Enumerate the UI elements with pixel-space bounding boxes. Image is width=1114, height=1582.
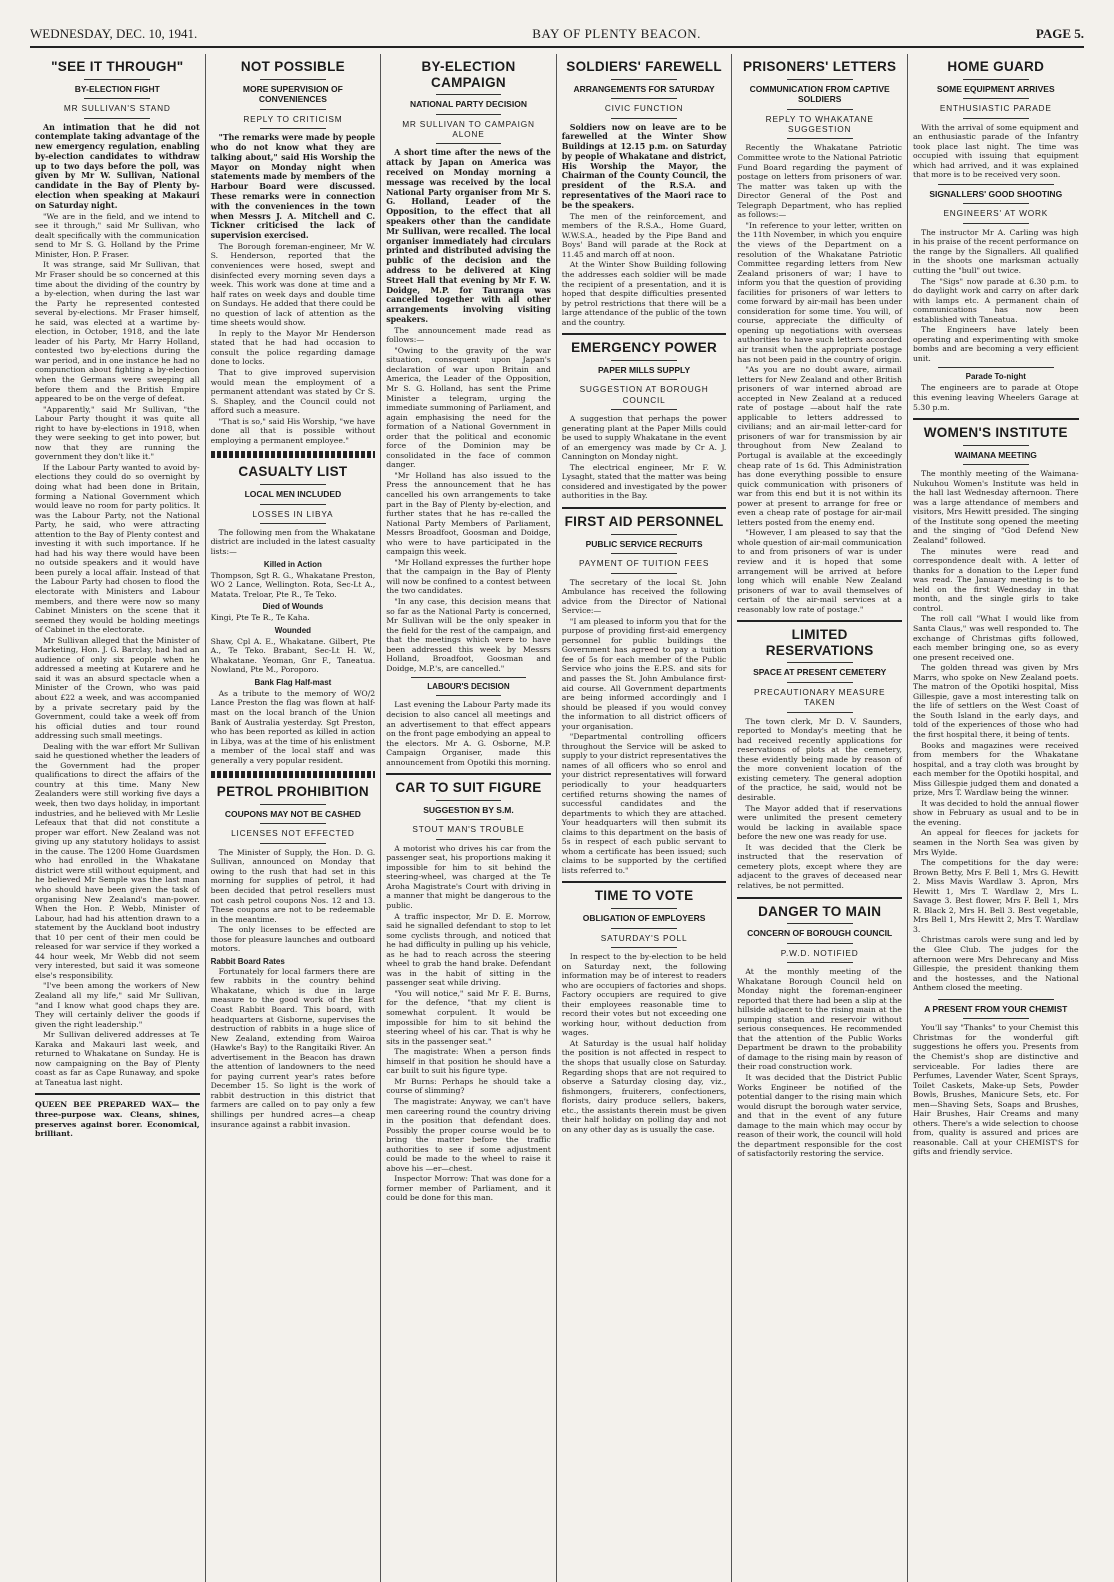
paragraph: "Owing to the gravity of the war situation, consequent upon Japan's declaration of war upon Britain and America, the Leader of the Opposition, Mr S. G. Holland, has sent the Prime Minister a telegram, urging the immediate summoning of Parliament, and again emphasising the need for the formation of a National Government in order that the political and economic force of the Dominion may be consolidated in the face of common danger.: [386, 345, 551, 470]
lead-paragraph: A short time after the news of the attack by Japan on America was received on Monday morning a message was received by the local National Party organiser from Mr S. G. Holland, Leader of the Opposition, to the effect that all speakers other than the candidate Mr Sullivan, were recalled. The local organiser immediately had circulars printed and distributed advising the public of the decision and the address to be delivered at King Street Hall that evening by Mr F. W. Doidge, M.P. for Tauranga was cancelled together with all other arrangements involving visiting speakers.: [386, 148, 551, 324]
columns: [30, 54, 1084, 1582]
subheadline: SATURDAY'S POLL: [600, 932, 688, 943]
subheadline: REPLY TO CRITICISM: [243, 113, 343, 124]
section-label: Parade To-night: [965, 372, 1026, 382]
subheadline: MORE SUPERVISION OF CONVENIENCES: [242, 83, 343, 105]
paragraph: The Minister of Supply, the Hon. D. G. Sullivan, announced on Monday that owing to the rush that had set in this morning for supplies of petrol, it had been decided that petrol resellers must not cash petrol coupons Nos. 12 and 13. These coupons are not to be redeemable in the meantime.: [210, 847, 376, 924]
section-label: Killed in Action: [263, 559, 322, 569]
article-home-guard: [913, 59, 1079, 412]
paragraph: At the Winter Show Building following the addresses each soldier will be made the recipient of a presentation, and it is hoped that despite difficulties presented by petrol restrictions that there will be a large attendance of the public of the town and the country.: [561, 260, 727, 327]
paragraph: A traffic inspector, Mr D. E. Morrow, said he signalled defendant to stop to let some cyclists through, and noticed that he had difficulty in pulling up his vehicle, as he had to reach across the steering wheel to grab the hand brake. Defendant was in the habit of sitting in the passenger seat while driving.: [386, 911, 551, 988]
subheadline: WAIMANA MEETING: [954, 449, 1037, 460]
subheadline: COUPONS MAY NOT BE CASHED: [224, 808, 361, 819]
paragraph: It was strange, said Mr Sullivan, that Mr Fraser should be so concerned at this time about the dividing of the country by a by-election, when during the last war the Party he represented contested several by-elections. Mr Fraser himself, he said, was elected at a wartime by-election, in October, 1918, and the late leader of his Party, Mr Harry Holland, contested two by-elections during the war period, and in one instance he had no compunction about fighting a by-election when the Germans were sweeping all before them and the British Empire appeared to be on the verge of defeat.: [35, 260, 200, 404]
paragraph: The electrical engineer, Mr F. W. Lysaght, stated that the matter was being considered and investigated by the power authorities in the Bay.: [561, 462, 727, 501]
article-time-to-vote: [562, 888, 727, 1134]
article-emergency-power: [562, 340, 727, 501]
column-6: [908, 54, 1084, 1582]
article-womens-institute: [913, 425, 1079, 993]
paragraph: As a tribute to the memory of WO/2 Lance Preston the flag was flown at half-mast on the local branch of the Union Bank of Australia yesterday. Sgt Preston, who has been reported as killed in action in Libya, was at the time of his enlistment a member of the local staff and was generally a very popular resident.: [210, 688, 376, 765]
paragraph: An appeal for fleeces for jackets for seamen in the North Sea was given by Mrs Wylde.: [912, 828, 1079, 857]
article-soldiers-farewell: [562, 59, 727, 327]
headline: CAR TO SUIT FIGURE: [395, 780, 542, 796]
subheadline: REPLY TO WHAKATANE SUGGESTION: [765, 113, 874, 135]
article-casualty-list: [211, 464, 376, 765]
paragraph: "I am pleased to inform you that for the purpose of providing first-aid emergency personnel for public buildings the Government has agreed to pay a tuition fee of 5s for each member of the Public Service who joins the E.P.S. and sits for and passes the St. John Ambulance first-aid course. All Government departments are being informed accordingly and I should be pleased if you would convey the information to all district officers of your organisation.: [561, 616, 727, 731]
paragraph: The men of the reinforcement, and members of the R.S.A., Home Guard, W.W.S.A., headed by the Pipe Band and Boys' Band will parade at the Rock at 11.45 and march off at noon.: [561, 211, 727, 259]
subheadline: PUBLIC SERVICE RECRUITS: [585, 538, 703, 549]
column-1: [30, 54, 206, 1582]
paragraph: The monthly meeting of the Waimana-Nukuhou Women's Institute was held in the hall last Wednesday afternoon. There was a large attendance of members and visitors, Mrs Hewitt presided. The singing of the Institute song opened the meeting and the singing of "God Defend New Zealand" followed.: [912, 469, 1079, 546]
article-petrol-prohibition: [211, 784, 376, 1129]
article-prisoners-letters: [737, 59, 902, 614]
article-chemist-present: [913, 1004, 1079, 1157]
headline: NOT POSSIBLE: [240, 59, 345, 74]
column-5: [732, 54, 908, 1582]
paragraph: It was decided that the Clerk be instructed that the reservation of cemetery plots, except where they are adjacent to the graves of deceased near relatives, be not permitted.: [737, 842, 902, 890]
subheadline: OBLIGATION OF EMPLOYERS: [582, 912, 706, 923]
paragraph: The instructor Mr A. Carling was high in his praise of the recent performance on the range by the Signallers. All qualified in the shoots one marksman actually cutting the "bull" out twice.: [912, 227, 1079, 275]
paragraph: With the arrival of some equipment and an enthusiastic parade of the Infantry took place last night. The time was occupied with issuing that equipment which had arrived, and it was explained that more is to be received very soon.: [912, 122, 1079, 180]
paragraph: A motorist who drives his car from the passenger seat, his proportions making it impossible for him to sit behind the steering-wheel, was charged at the Te Aroha Magistrate's Court with driving in a manner that might be dangerous to the public.: [386, 843, 551, 911]
subheadline: LICENSES NOT EFFECTED: [231, 828, 355, 839]
column-2: [206, 54, 382, 1582]
subheadline: SUGGESTION BY S.M.: [423, 804, 514, 815]
paragraph: Christmas carols were sung and led by the Glee Club. The judges for the afternoon were Mrs Dehrecany and Miss Gillespie, the president thanking them and the hostesses, and the National Anthem closed the meeting.: [912, 935, 1079, 993]
masthead: [30, 26, 1084, 48]
paragraph: The only licenses to be effected are those for pleasure launches and outboard motors.: [210, 925, 376, 954]
subheadline: ARRANGEMENTS FOR SATURDAY: [573, 83, 715, 94]
headline: LIMITED RESERVATIONS: [765, 627, 874, 658]
headline: EMERGENCY POWER: [571, 340, 718, 356]
paragraph: The magistrate: When a person finds himself in that position he should have a car built to suit his figure type.: [386, 1047, 551, 1076]
paragraph: The competitions for the day were: Brown Betty, Mrs F. Bell 1, Mrs G. Hewitt 2. Miss Mavis Wardlaw 3. Apron, Mrs Hewitt 1, Mrs T. Wardlaw 2, Mrs L. Savage 3. Best flower, Mrs F. Bell 1, Mrs R. Black 2, Mrs H. Bell 3. Best vegetable, Mrs Bell 1, Mrs Hewitt 2, Mrs T. Wardlaw 3.: [912, 858, 1079, 934]
subheadline: ENGINEERS' AT WORK: [943, 208, 1049, 219]
page-number: PAGE 5.: [1035, 26, 1084, 41]
subheadline: LOCAL MEN INCLUDED: [244, 488, 342, 499]
paragraph: You'll say "Thanks" to your Chemist this Christmas for the wonderful gift suggestions he offers you. Presents from the Chemist's shop are distinctive and serviceable. For ladies there are Perfumes, Lavender Water, Scent Sprays, Toilet Caskets, Make-up Sets, Powder Bowls, Brushes, Manicure Sets, etc. For men—Shaving Sets, Soaps and Brushes, Hair Brushes, Hair Creams and many others. There's a wide selection to choose from, quality is assured and prices are reasonable. Call at your CHEMIST'S for gifts and friendly service.: [912, 1023, 1079, 1157]
paragraph: "As you are no doubt aware, airmail letters for New Zealand and other British prisoners of war interned abroad are accepted in New Zealand at a reduced rate of postage —about half the rate applicable to letters addressed to civilians; and an air-mail letter-card for prisoners of war for transmission by air throughout from New Zealand to Portugal is available at the exceedingly cheap rate of 1s 6d. This Administration has done everything possible to ensure quick communication with prisoners of war from this end but it is not within its power at present to arrange for free or even a cheap rate of postage for air-mail letters posted from the enemy end.: [737, 365, 902, 527]
paragraph: At Saturday is the usual half holiday the position is not affected in respect to the shops that usually close on Saturday. Regarding shops that are not required to observe a Saturday closing day, viz., fishmongers, fruiterers, confectioners, florists, dairy produce sellers, bakers, etc., the assistants therein must be given their half holiday on polling day and not on any other day as is usually the case.: [561, 1038, 727, 1134]
headline: PRISONERS' LETTERS: [742, 59, 897, 74]
paragraph: The engineers are to parade at Otope this evening leaving Wheelers Garage at 5.30 p.m.: [912, 383, 1079, 412]
subheadline: COMMUNICATION FROM CAPTIVE SOLDIERS: [749, 83, 890, 105]
issue-date: WEDNESDAY, DEC. 10, 1941.: [30, 26, 198, 41]
article-danger-to-main: [737, 904, 902, 1159]
paragraph: The announcement made read as follows:—: [386, 325, 551, 345]
headline: FIRST AID PERSONNEL: [564, 514, 724, 530]
paragraph: Mr Burns: Perhaps he should take a course of slimming?: [386, 1076, 551, 1096]
paper-name: BAY OF PLENTY BEACON.: [532, 26, 701, 41]
paragraph: "We are in the field, and we intend to see it through," said Mr Sullivan, who dealt specifically with the communication send to Mr S. G. Holland by the Prime Minister, Hon. P. Fraser.: [35, 211, 200, 259]
article-car-to-suit-figure: [386, 780, 551, 1203]
paragraph: "You will notice," said Mr F. E. Burns, for the defence, "that my client is somewhat corpulent. It would be impossible for him to sit behind the steering wheel of his car. That is why he sits in the passenger seat.": [386, 988, 551, 1046]
paragraph: The minutes were read and correspondence dealt with. A letter of thanks for a donation to the Leper fund was read. The January meeting is to be held on the first Wednesday in that month, and the single girls to take control.: [912, 546, 1079, 613]
article-limited-reservations: [737, 627, 902, 890]
paragraph: It was decided to hold the annual flower show in February as usual and to be in the evening.: [912, 798, 1079, 827]
column-3: [381, 54, 557, 1582]
subheadline: SUGGESTION AT BOROUGH COUNCIL: [579, 384, 709, 405]
casualty-names: Shaw, Cpl A. E., Whakatane. Gilbert, Pte A., Te Teko. Brabant, Sec-Lt H. W., Whakatane. Yeoman, Gnr F., Taneatua. Nowland, Pte M., Poroporo.: [210, 636, 376, 675]
headline: SOLDIERS' FAREWELL: [566, 59, 722, 74]
paragraph: Last evening the Labour Party made its decision to also cancel all meetings and an advertisement to that effect appears on the front page embodying an appeal to the electors. Mr A. G. Osborne, M.P. Campaign Organiser, made this announcement from Opotiki this morning.: [386, 700, 551, 767]
subheadline: ENTHUSIASTIC PARADE: [939, 103, 1052, 114]
casualty-names: Thompson, Sgt R. G., Whakatane Preston, WO 2 Lance, Wellington. Rota, Sec-Lt A., Matata. Treloar, Pte R., Te Teko.: [210, 570, 376, 599]
paragraph: The Mayor added that if reservations were unlimited the present cemetery would be lacking in available space before the new one was ready for use.: [737, 803, 902, 842]
casualty-names: Kingi, Pte Te R., Te Kaha.: [210, 613, 310, 623]
subheadline: CONCERN OF BOROUGH COUNCIL: [747, 928, 893, 939]
article-first-aid-personnel: [562, 514, 727, 875]
paragraph: Books and magazines were received from members for the Whakatane hospital, and a tray cloth was brought by each member for the Opotiki hospital, and Miss Gillespie judged them and donated a prize, Mrs T. Wardlaw being the winner.: [912, 740, 1079, 798]
paragraph: The golden thread was given by Mrs Marrs, who spoke on New Zealand poets. The matron of the Opotiki hospital, Miss Gillespie, gave a most interesting talk on the life of settlers on the West Coast of the South Island in the early days, and told of the experiences of those who had the first hospital there, it being of tents.: [912, 663, 1079, 739]
paragraph: Dealing with the war effort Mr Sullivan said he questioned whether the leaders of the Government had the proper qualifications to direct the affairs of the country at this time. Many New Zealanders were still working five days a week, then two days holiday, in important industries, and he believed with Mr Leslie Lefeaux that that did not constitute a proper war effort. New Zealand was not giving up any statutory holidays to assist in the cause. The 1200 Home Guardsmen who had enrolled in the Whakatane district were still without equipment, and he believed Mr Semple was the last man who should have been given the task of organising New Zealand's man-power. When the Hon. P. Webb, Minister of Labour, had had his attention drawn to a statement by the Auckland boot industry that 10 per cent of their men could be released for war service if they worked a 44 hour week, Mr Webb did not seem very interested, but said it was someone else's responsibility.: [35, 741, 200, 980]
headline: "SEE IT THROUGH": [51, 59, 184, 74]
paragraph: "Apparently," said Mr Sullivan, "the Labour Party thought it was quite all right to have by-elections in 1918, when they were seeking to get into power, but now that they are running the government they don't like it.": [35, 404, 200, 462]
section-label: LABOUR'S DECISION: [427, 682, 510, 692]
paragraph: That to give improved supervision would mean the employment of a permanent attendant was stated by Cr S. S. Shapley, and the Council could not afford such a measure.: [210, 368, 376, 416]
paragraph: In reply to the Mayor Mr Henderson stated that he had had occasion to consult the police regarding damage done to locks.: [210, 328, 376, 367]
subheadline: MR SULLIVAN'S STAND: [63, 103, 171, 114]
subheadline: MR SULLIVAN TO CAMPAIGN ALONE: [402, 118, 535, 140]
subheadline: STOUT MAN'S TROUBLE: [412, 824, 525, 835]
paragraph: The following men from the Whakatane district are included in the latest casualty lists:—: [210, 527, 376, 556]
paragraph: A suggestion that perhaps the power generating plant at the Paper Mills could be used to supply Whakatane in the event of an emergency was made by Cr A. J. Cannington on Monday night.: [561, 414, 727, 462]
paragraph: The town clerk, Mr D. V. Saunders, reported to Monday's meeting that he had received recently applications for reservations of plots at the cemetery, these evidently being made by reason of the more convenient location of the existing cemetery. The general adoption of the practice, he said, would not be desirable.: [737, 716, 902, 803]
headline: WOMEN'S INSTITUTE: [923, 425, 1068, 441]
lead-paragraph: An intimation that he did not contemplate taking advantage of the new emergency regulation, enabling by-election candidates to withdraw up to two days before the poll, was given by Mr W. Sullivan, National candidate in the Bay of Plenty by-election when speaking at Makauri on Saturday night.: [35, 122, 200, 210]
paragraph: At the monthly meeting of the Whakatane Borough Council held on Monday night the foreman-engineer reported that there had been a slip at the hillside adjacent to the rising main at the pumping station and reservoir without serious consequences. He recommended that the attention of the Public Works Department be drawn to the probability of damage to the rising main by reason of their road construction work.: [737, 967, 902, 1072]
paragraph: "In any case, this decision means that so far as the National Party is concerned, Mr Sullivan will be the only speaker in the field for the rest of the campaign, and that the meetings which were to have been addressed this week by Messrs Holland, Broadfoot, Goosman and Doidge, M.P.'s, are cancelled.": [386, 597, 551, 673]
paragraph: "That is so," said His Worship, "we have done all that is possible without employing a permanent employee.": [210, 416, 376, 445]
paragraph: The roll call "What I would like from Santa Claus," was well responded to. The exchange of Christmas gifts followed, each member bringing one, so as every one present received one.: [912, 614, 1079, 662]
divider: [211, 771, 376, 778]
paragraph: Mr Sullivan delivered addresses at Te Karaka and Makauri last week, and returned to Whakatane on Sunday. He is now campaigning on the Bay of Plenty coast as far as Cape Runaway, and spoke at Taneatua last night.: [35, 1030, 200, 1087]
paragraph: Recently the Whakatane Patriotic Committee wrote to the National Patriotic Fund Board regarding the payment of postage on letters from prisoners of war. The matter was taken up with the Director General of the Post and Telegraph Department, who has replied as follows:—: [737, 143, 902, 220]
paragraph: The magistrate: Anyway, we can't have men careering round the country driving in the position that defendant does. Possibly the proper course would be to bring the matter before the traffic authorities to see if some adjustment could be made to the wheel to raise it above his —er—chest.: [386, 1096, 551, 1173]
paragraph: Fortunately for local farmers there are few rabbits in the country behind Whakatane, which is due in large measure to the good work of the East Coast Rabbit Board. This board, with headquarters at Gisborne, supervises the destruction of rabbits in a huge slice of New Zealand, extending from Wairoa (Hawke's Bay) to the Rangitaiki River. An advertisement in the Beacon has drawn the attention of landowners to the need for paying current year's rates before December 15. So light is the work of rabbit destruction in this district that farmers are called on to pay only a few shillings per hundred acres—a cheap insurance against a rabbit invasion.: [210, 966, 376, 1129]
subheadline: CIVIC FUNCTION: [604, 103, 684, 114]
subheadline: P.W.D. NOTIFIED: [780, 947, 859, 958]
subheadline: BY-ELECTION FIGHT: [74, 83, 160, 94]
paragraph: The secretary of the local St. John Ambulance has received the following advice from the Director of National Service:—: [561, 577, 727, 616]
paragraph: The Engineers have lately been operating and experimenting with smoke bombs and are becoming a very efficient unit.: [912, 325, 1079, 363]
headline: CASUALTY LIST: [238, 464, 348, 480]
paragraph: Inspector Morrow: That was done for a former member of Parliament, and it could be done for this man.: [386, 1174, 551, 1203]
paragraph: The "Sigs" now parade at 6.30 p.m. to do daylight work and carry on after dark with lamps etc. A permanent chain of communications has now been established with Taneatua.: [912, 276, 1079, 324]
divider: [211, 451, 376, 458]
column-4: [557, 54, 733, 1582]
section-label: Wounded: [274, 625, 312, 635]
subheadline: PRECAUTIONARY MEASURE TAKEN: [754, 686, 886, 708]
paragraph: The Borough foreman-engineer, Mr W. S. Henderson, reported that the conveniences were hosed, swept and disinfected every morning seven days a week. This work was done at time and a half rates on week days and double time on Sundays. He added that there could be no question of lack of attention as the time sheets would show.: [210, 241, 376, 328]
paragraph: "However, I am pleased to say that the whole question of air-mail communication to and from prisoners of war is under review and it is hoped that some arrangement will be arrived at before long which will enable New Zealand prisoners of war to avail themselves of certain of the air-mail services at a reasonably low rate of postage.": [737, 528, 902, 614]
article-not-possible: [211, 59, 376, 445]
section-label: Rabbit Board Rates: [210, 956, 285, 966]
article-by-election-campaign: [386, 59, 551, 767]
section-label: Bank Flag Half-mast: [254, 677, 332, 687]
subheadline: SIGNALLERS' GOOD SHOOTING: [929, 188, 1063, 199]
subheadline: LOSSES IN LIBYA: [252, 508, 334, 519]
paragraph: If the Labour Party wanted to avoid by-elections they could do so overnight by doing what had been done in Britain, forming a National Government which would leave no room for party politics. It was the Labour Party, not the National Party, he said, who were attracting attention to the Bay of Plenty contest and investing it with such importance. If he had had his way there would have been no outside speakers and it would have been purely a local affair. Instead of that the Labour Party had chosen to flood the electorate with Ministers and Labour members, and there were now so many Cabinet Ministers on the scene that it seemed they would be holding meetings of Cabinet in the electorate.: [35, 462, 200, 635]
subheadline: SOME EQUIPMENT ARRIVES: [936, 83, 1055, 94]
paragraph: "I've been among the workers of New Zealand all my life," said Mr Sullivan, "and I know what good chaps they are. They will certainly deliver the goods if given the right leadership.": [35, 981, 200, 1029]
paragraph: "Departmental controlling officers throughout the Service will be asked to supply to your district representatives the names of all officers who so enrol and your district representatives will forward periodically to your headquarters certified returns showing the names of successful candidates and the departments to which they are attached. Your headquarters will then submit its claims to this department on the basis of 5s in respect of each public servant to whom a certificate has been issued; such claims to be supported by the certified lists referred to.": [561, 732, 727, 875]
headline: TIME TO VOTE: [594, 888, 694, 904]
paragraph: "Mr Holland has also issued to the Press the announcement that he has cancelled his own arrangements to take part in the Bay of Plenty by-election, and further states that he has re-called the National Party Members of Parliament, Messrs Broadfoot, Goosman and Doidge, who were to have participated in the campaign this week.: [386, 470, 551, 557]
lead-paragraph: Soldiers now on leave are to be farewelled at the Winter Show Buildings at 12.15 p.m. on Saturday by people of Whakatane and district, His Worship the Mayor, the Chairman of the County Council, the president of the R.S.A. and representatives of the Maori race to be the speakers.: [561, 122, 727, 210]
paragraph: "In reference to your letter, written on the 11th November, in which you enquire the views of the Department on a resolution of the Whakatane Patriotic Committee regarding letters from New Zealand prisoners of war; I have to inform you that the question of providing facilities for prisoners of war letters to come forward by air-mail has been under consideration for some time. You will, of course, appreciate the difficulty of opening up negotiations with overseas authorities to have such letters accorded air transit when the appropriate postage has not been paid in the country of origin.: [737, 220, 902, 364]
headline: PETROL PROHIBITION: [216, 784, 369, 800]
subheadline: A PRESENT FROM YOUR CHEMIST: [924, 1003, 1068, 1014]
section-label: Died of Wounds: [262, 602, 324, 612]
advert-queen-bee: QUEEN BEE PREPARED WAX— the three-purpose wax. Cleans, shines, preserves against borer. Economical, brilliant.: [35, 1100, 200, 1139]
headline: DANGER TO MAIN: [758, 903, 882, 919]
subheadline: SPACE AT PRESENT CEMETERY: [753, 667, 887, 678]
subheadline: NATIONAL PARTY DECISION: [410, 99, 527, 110]
headline: HOME GUARD: [947, 59, 1045, 74]
headline: BY-ELECTION CAMPAIGN: [421, 59, 516, 90]
lead-paragraph: "The remarks were made by people who do not know what they are talking about," said His Worship the Mayor on Monday night when statements made by members of the Harbour Board were discussed. These remarks were in connection with the conveniences in the town when Messrs J. A. Mitchell and C. Tickner criticised the lack of supervision exercised.: [210, 133, 376, 241]
paragraph: It was decided that the District Public Works Engineer be notified of the potential danger to the rising main which would disrupt the borough water service, and that in the event of any future damage to the main which may occur by reason of their work, the council will hold the department responsible for the cost of satisfactorily restoring the service.: [737, 1073, 902, 1159]
subheadline: PAPER MILLS SUPPLY: [598, 364, 691, 375]
paragraph: In respect to the by-election to be held on Saturday next, the following information may be of interest to readers who are occupiers of factories and shops. Factory occupiers are required to give their employees reasonable time to record their votes but not exceeding one working hour, without deduction from wages.: [561, 951, 727, 1038]
subheadline: PAYMENT OF TUITION FEES: [578, 558, 710, 569]
article-see-it-through: [35, 59, 200, 1087]
paragraph: "Mr Holland expresses the further hope that the campaign in the Bay of Plenty will now be confined to a contest between the two candidates.: [386, 557, 551, 596]
paragraph: Mr Sullivan alleged that the Minister of Marketing, Hon. J. G. Barclay, had had an audience of only six people when he addressed a meeting at Kutarere and he said it was an absurd spectacle when a Minister of the Crown, who was paid about £22 a week, and was accompanied by a private secretary paid by the Government, could take a week off from his official duties and tour round addressing such small meetings.: [35, 635, 200, 741]
